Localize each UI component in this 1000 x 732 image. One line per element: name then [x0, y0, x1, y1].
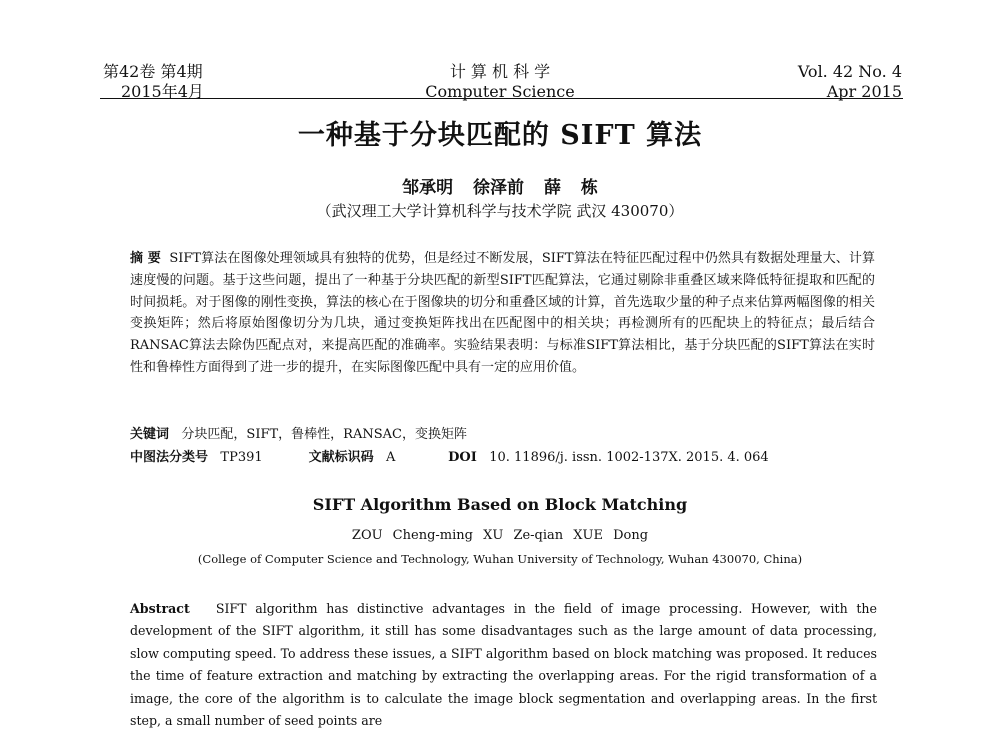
date-zh: 2015年4月 — [121, 82, 204, 101]
volume-issue-zh: 第42卷 第4期 — [103, 62, 203, 81]
keywords-zh-label: 关键词 — [130, 427, 170, 442]
volume-issue-en: Vol. 42 No. 4 — [797, 62, 902, 81]
paper-title-zh: 一种基于分块匹配的 SIFT 算法 — [297, 120, 703, 151]
doc-code-value: A — [385, 450, 396, 465]
paper-title-en: SIFT Algorithm Based on Block Matching — [312, 495, 688, 514]
journal-volume-zh — [103, 62, 204, 102]
journal-volume-en — [700, 62, 902, 102]
abstract-zh-label: 摘 要 — [130, 251, 161, 266]
clc-value: TP391 — [220, 450, 263, 465]
authors-en: ZOU Cheng-ming XU Ze-qian XUE Dong — [351, 528, 649, 543]
classification-line — [130, 446, 875, 465]
keywords-zh — [130, 423, 467, 442]
affiliation-en: (College of Computer Science and Technology, Wuhan University of Technology, Wuhan 430070, China) — [197, 552, 803, 566]
journal-name-zh: 计 算 机 科 学 — [449, 62, 551, 81]
abstract-en-label: Abstract — [130, 601, 190, 616]
journal-name-en: Computer Science — [425, 82, 575, 101]
keywords-zh-text: 分块匹配，SIFT，鲁棒性，RANSAC，变换矩阵 — [181, 427, 467, 442]
doi-label: DOI — [448, 450, 477, 465]
authors-zh: 邹承明 徐泽前 薛 栋 — [402, 178, 598, 198]
clc-label: 中图法分类号 — [130, 450, 209, 465]
abstract-en — [130, 598, 877, 732]
doi-value: 10. 11896/j. issn. 1002-137X. 2015. 4. 064 — [489, 450, 769, 465]
abstract-zh — [130, 248, 875, 379]
affiliation-zh: （武汉理工大学计算机科学与技术学院 武汉 430070） — [316, 202, 684, 220]
header-divider — [100, 98, 903, 99]
journal-name — [400, 62, 600, 102]
date-en: Apr 2015 — [826, 82, 902, 101]
abstract-zh-text: SIFT算法在图像处理领域具有独特的优势，但是经过不断发展，SIFT算法在特征匹配过程中仍然具有数据处理量大、计算速度慢的问题。基于这些问题，提出了一种基于分块匹配的新型SIFT匹配算法，它通过剔除非重叠区域来降低特征提取和匹配的时间损耗。对于图像的刚性变换，算法的核心在于图像块的切分和重叠区域的计算，首先选取少量的种子点来估算两幅图像的相关变换矩阵；然后将原始图像切分为几块，通过变换矩阵找出在匹配图中的相关块；再检测所有的匹配块上的特征点；最后结合RANSAC算法去除伪匹配点对，来提高匹配的准确率。实验结果表明：与标准SIFT算法相比，基于分块匹配的SIFT算法在实时性和鲁棒性方面得到了进一步的提升，在实际图像匹配中具有一定的应用价值。 — [130, 251, 876, 375]
abstract-en-text: SIFT algorithm has distinctive advantages in the field of image processing. However, with the development of the SIFT algorithm, it still has some disadvantages such as the large amount of data processing, slow computing speed. To address these issues, a SIFT algorithm based on block matching was proposed. It reduces the time of feature extraction and matching by extracting the overlapping areas. For the rigid transformation of a image, the core of the algorithm is to calculate the image block segmentation and overlapping areas. In the first step, a small number of seed points are — [130, 601, 877, 729]
doc-code-label: 文献标识码 — [308, 450, 374, 465]
